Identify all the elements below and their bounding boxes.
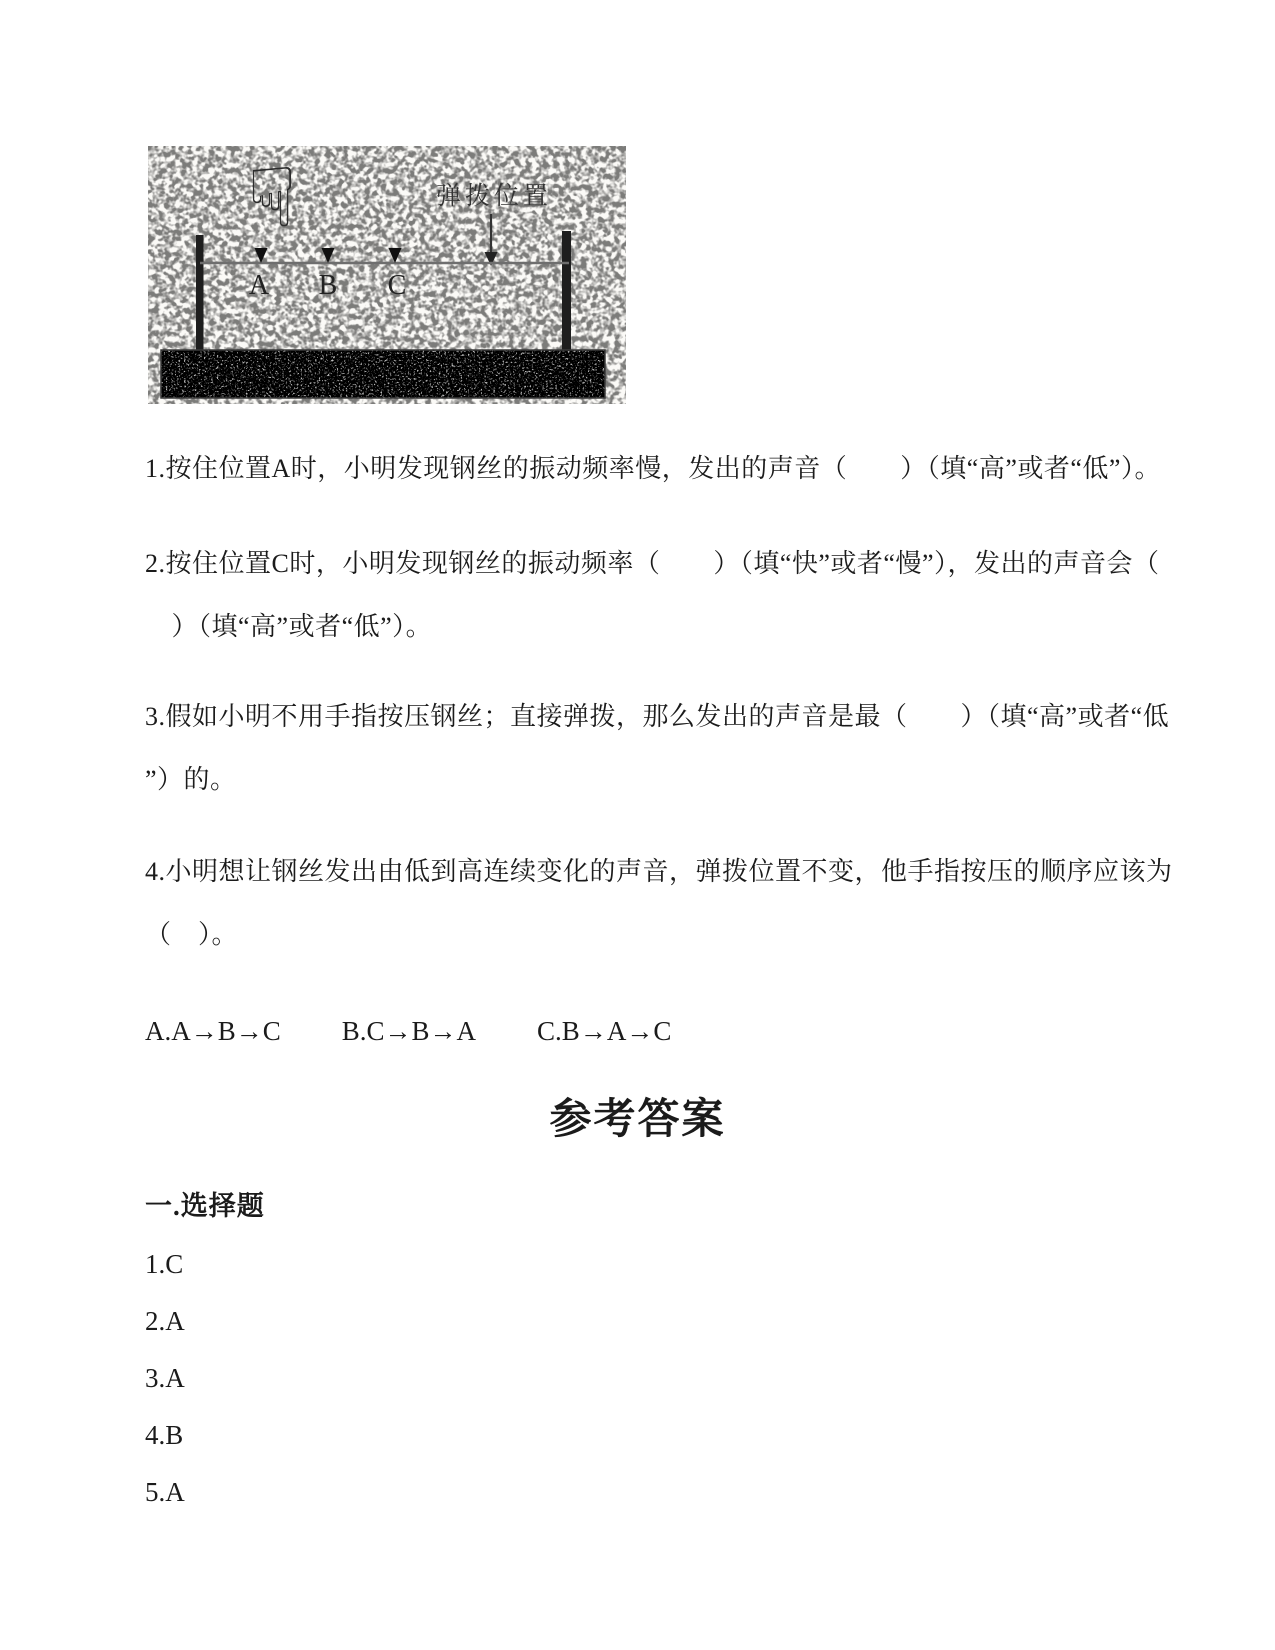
question-3-line-1: 3.假如小明不用手指按压钢丝；直接弹拨，那么发出的声音是最（ ）（填“高”或者“低 xyxy=(145,702,1170,731)
option-b: B.C→B→A xyxy=(341,1016,477,1046)
question-4 xyxy=(145,840,1215,966)
question-1-line-1: 1.按住位置A时，小明发现钢丝的振动频率慢，发出的声音（ ）（填“高”或者“低”）。 xyxy=(145,454,1161,483)
answers-section-heading: 一.选择题 xyxy=(145,1191,265,1221)
pluck-position-label: 弹拨位置 xyxy=(435,183,553,210)
question-3 xyxy=(145,685,1215,811)
question-1 xyxy=(145,437,1215,500)
position-label-a: A xyxy=(248,270,270,301)
option-a: A.A→B→C xyxy=(145,1016,281,1046)
question-4-line-1: 4.小明想让钢丝发出由低到高连续变化的声音，弹拨位置不变，他手指按压的顺序应该为 xyxy=(145,857,1173,886)
answer-item-3: 3.A xyxy=(145,1363,185,1393)
ground-base xyxy=(161,350,605,398)
pointing-hand-icon: ☟ xyxy=(247,151,297,246)
experiment-figure xyxy=(148,146,626,404)
left-post xyxy=(196,235,204,359)
experiment-figure-svg xyxy=(148,146,626,404)
position-label-b: B xyxy=(318,270,338,301)
answer-item-5: 5.A xyxy=(145,1477,185,1507)
option-c: C.B→A→C xyxy=(537,1016,672,1046)
answer-item-2: 2.A xyxy=(145,1306,185,1336)
answer-item-1: 1.C xyxy=(145,1249,184,1279)
question-3-line-2: ”）的。 xyxy=(145,765,237,794)
question-4-line-2: （ ）。 xyxy=(145,920,239,949)
options-row xyxy=(145,1012,728,1055)
answer-item-4: 4.B xyxy=(145,1420,184,1450)
question-2-line-1: 2.按住位置C时，小明发现钢丝的振动频率（ ）（填“快”或者“慢”），发出的声音会（ xyxy=(145,549,1160,578)
answers-title: 参考答案 xyxy=(549,1097,726,1143)
question-2 xyxy=(145,532,1215,658)
position-label-c: C xyxy=(387,270,407,301)
answers-list xyxy=(145,1236,185,1521)
question-2-line-2: ）（填“高”或者“低”）。 xyxy=(145,612,433,641)
